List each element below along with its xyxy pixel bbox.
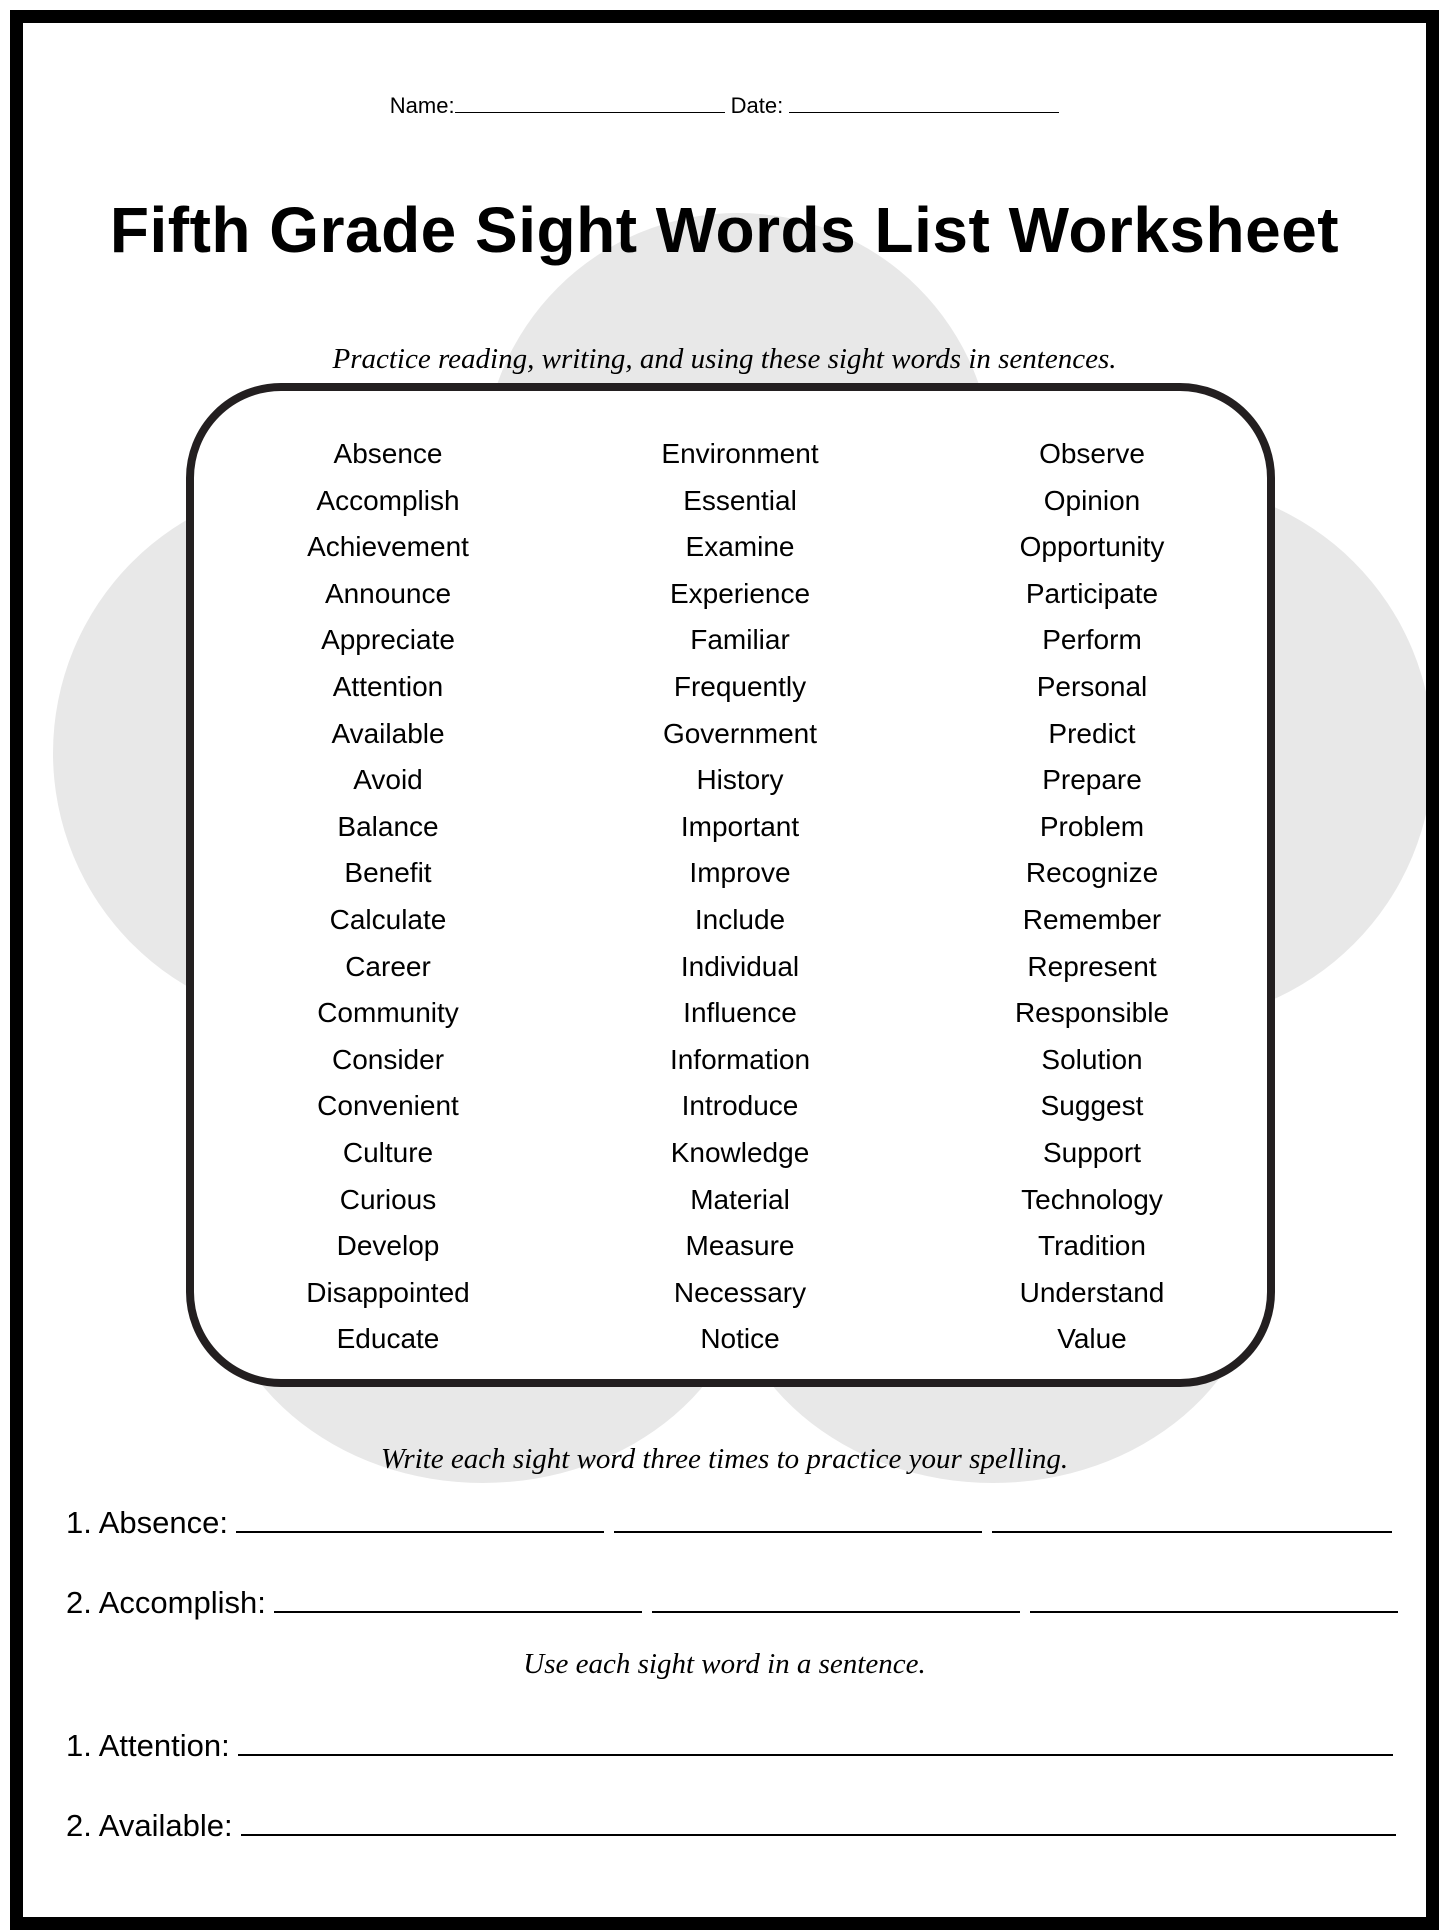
sight-word: Measure <box>685 1230 795 1262</box>
sight-word: Absence <box>333 438 443 469</box>
sight-word: Include <box>694 903 786 935</box>
sight-word: Experience <box>669 577 811 609</box>
date-field[interactable] <box>789 94 1059 113</box>
sight-word: Accomplish <box>316 484 460 516</box>
name-label: Name: <box>389 93 455 118</box>
sight-word: Develop <box>336 1230 440 1262</box>
sight-word: Responsible <box>1014 997 1170 1029</box>
page-title: Fifth Grade Sight Words List Worksheet <box>109 194 1340 266</box>
sight-word: Necessary <box>673 1276 807 1308</box>
sight-word: Convenient <box>317 1090 459 1122</box>
sight-word: Balance <box>337 810 439 842</box>
spelling-practice-row <box>66 1503 1416 1541</box>
practice-label: 1. Attention: <box>66 1728 230 1763</box>
sight-word: Announce <box>324 577 452 609</box>
spelling-instruction: Write each sight word three times to practice your spelling. <box>380 1443 1069 1475</box>
sight-word: Solution <box>1041 1043 1143 1075</box>
sight-word: Opinion <box>1043 484 1141 516</box>
writing-blank[interactable] <box>274 1583 642 1613</box>
sight-word: Recognize <box>1025 857 1159 889</box>
sight-word: Predict <box>1048 717 1136 749</box>
sight-word: Represent <box>1027 950 1157 982</box>
sight-word: Remember <box>1022 903 1162 935</box>
sight-word: Personal <box>1036 670 1148 702</box>
sight-word: Opportunity <box>1019 531 1165 563</box>
word-column-1 <box>238 431 538 1363</box>
writing-blank[interactable] <box>652 1583 1020 1613</box>
sight-word: Material <box>690 1183 790 1215</box>
sight-word: Frequently <box>673 670 807 702</box>
sight-word: Suggest <box>1040 1090 1144 1122</box>
sight-word: Curious <box>339 1183 437 1215</box>
sight-word: Government <box>662 717 818 749</box>
writing-blank[interactable] <box>241 1806 1396 1836</box>
sight-word: Consider <box>331 1043 445 1075</box>
sight-word: Essential <box>683 484 797 516</box>
reading-instruction: Practice reading, writing, and using these sight words in sentences. <box>332 343 1117 375</box>
sight-word: Important <box>680 810 800 842</box>
sight-word: Achievement <box>307 531 469 563</box>
sight-word: Perform <box>1042 624 1142 656</box>
sight-word: Improve <box>689 857 791 889</box>
sentence-practice-row <box>66 1806 1416 1844</box>
sight-word: Culture <box>342 1136 434 1168</box>
writing-blank[interactable] <box>236 1503 604 1533</box>
page-border <box>10 10 1439 1930</box>
sight-word: Community <box>317 997 459 1029</box>
sight-word: Attention <box>332 670 444 702</box>
word-column-3 <box>942 431 1242 1363</box>
sight-word: Introduce <box>681 1090 799 1122</box>
sight-word: Support <box>1042 1136 1142 1168</box>
sight-word: Calculate <box>329 903 447 935</box>
practice-label: 2. Accomplish: <box>66 1585 266 1620</box>
sight-word: Technology <box>1021 1183 1163 1215</box>
name-date-line <box>23 93 1426 119</box>
sight-word: Value <box>1057 1323 1127 1355</box>
sight-word-box <box>186 383 1275 1387</box>
sight-word: Notice <box>700 1323 780 1355</box>
practice-label: 2. Available: <box>66 1808 233 1843</box>
writing-blank[interactable] <box>1030 1583 1398 1613</box>
sight-word: Environment <box>661 438 819 469</box>
sight-word: Examine <box>685 531 795 563</box>
sight-word: Knowledge <box>670 1136 810 1168</box>
sight-word: Tradition <box>1038 1230 1146 1262</box>
sight-word: Information <box>669 1043 811 1075</box>
sight-word: History <box>696 764 784 796</box>
sight-word: Prepare <box>1042 764 1142 796</box>
writing-blank[interactable] <box>614 1503 982 1533</box>
sight-word: Avoid <box>353 764 423 796</box>
date-label: Date: <box>730 93 784 118</box>
sight-word: Available <box>331 717 445 749</box>
sight-word: Disappointed <box>306 1276 470 1308</box>
sight-word: Appreciate <box>321 624 455 656</box>
sight-word: Problem <box>1039 810 1145 842</box>
sight-word: Familiar <box>690 624 790 656</box>
writing-blank[interactable] <box>238 1726 1393 1756</box>
spelling-practice-row <box>66 1583 1416 1621</box>
sight-word: Participate <box>1025 577 1159 609</box>
practice-label: 1. Absence: <box>66 1505 229 1540</box>
sight-word: Influence <box>683 997 797 1029</box>
name-field[interactable] <box>455 94 725 113</box>
sight-word: Benefit <box>344 857 432 889</box>
sight-word: Understand <box>1019 1276 1165 1308</box>
sight-word: Observe <box>1039 438 1145 469</box>
sentence-instruction: Use each sight word in a sentence. <box>523 1648 926 1680</box>
word-column-2 <box>590 431 890 1363</box>
sight-word: Career <box>345 950 431 982</box>
writing-blank[interactable] <box>992 1503 1392 1533</box>
sight-word: Individual <box>680 950 800 982</box>
sight-word: Educate <box>336 1323 440 1355</box>
sentence-practice-row <box>66 1726 1416 1764</box>
